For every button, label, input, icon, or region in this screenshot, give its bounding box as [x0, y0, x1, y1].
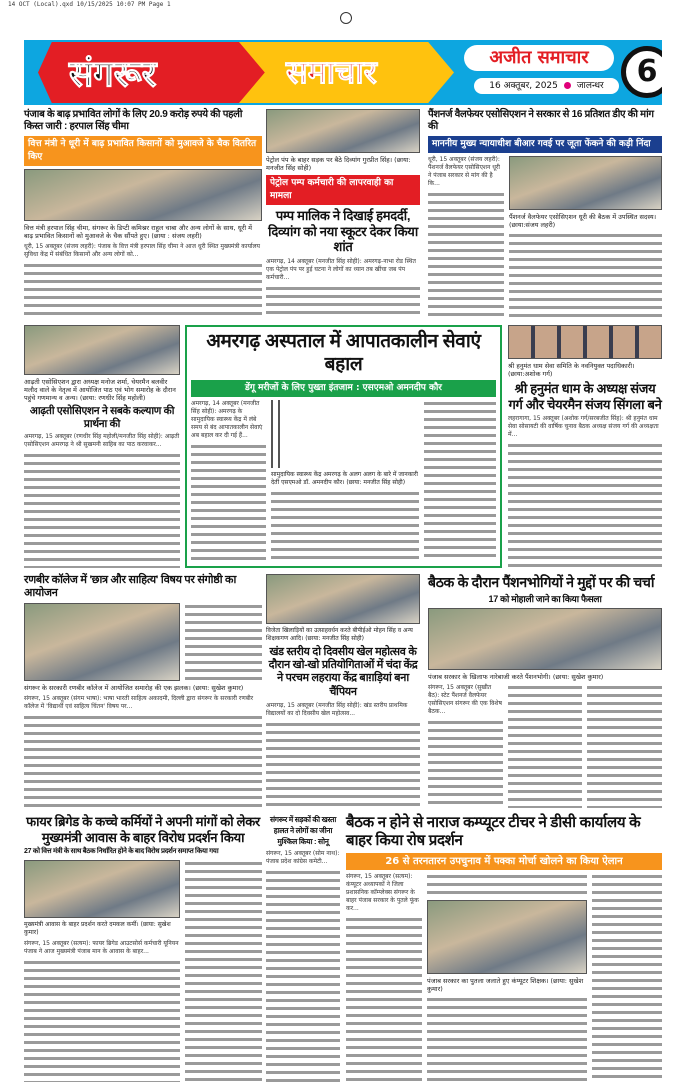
article-a2: [266, 109, 420, 319]
article-column: [185, 860, 262, 1082]
article-lead: संगरूर, 15 अक्तूबर (सत्यम): कंप्यूटर अध्यापकों ने जिला प्रशासनिक कॉम्प्लेक्स संगरूर के बाहर पंजाब सरकार के पुतले फूंक कर...: [346, 873, 419, 912]
edition-date: 16 अक्तूबर, 2025: [489, 81, 558, 91]
article-columns: [191, 400, 496, 562]
article-headline: बैठक न होने से नाराज कम्प्यूटर टीचर ने डीसी कार्यालय के बाहर किया रोष प्रदर्शन: [346, 814, 641, 849]
article-strap: पेट्रोल पम्प कर्मचारी की लापरवाही का मामला: [266, 175, 420, 205]
article-strap: माननीय मुख्य न्यायाधीश बीआर गवई पर जूता फेंकने की कड़ी निंदा: [428, 136, 662, 153]
doctor-portrait-photo: [271, 400, 273, 468]
article-body: [428, 191, 504, 319]
photo-caption: श्री हनुमंत धाम सेवा समिति के नवनियुक्त पदाधिकारी। (छाया:अशोक गर्ग): [508, 362, 635, 378]
article-lead: संगरूर, 15 अक्तूबर (सत्यम): फायर ब्रिगेड आउटसोर्स कर्मचारी यूनियन पंजाब ने आज मुख्यमंत्री पंजाब मान के आवास के बाहर...: [24, 939, 179, 955]
office-bearers-portraits: [508, 325, 662, 359]
dot-icon: [564, 82, 571, 89]
article-strap: वित्त मंत्री ने धूरी में बाढ़ प्रभावित किसानों को मुआवजे के चैक वितरित किए: [24, 136, 262, 166]
registration-mark-icon: [340, 12, 352, 24]
article-a8: [266, 574, 420, 808]
hospital-building-photo: [278, 400, 280, 468]
print-slug: 14 OCT (Local).qxd 10/15/2025 10:07 PM Page 1: [8, 1, 171, 8]
article-body: [24, 262, 262, 319]
photo-caption: विजेता खिलाड़ियों का उत्साहवर्धन करते बीपीईओ मोहन सिंह व अन्य शिक्षकगण आदि। (छाया: मनजीत सिंह सोही): [266, 627, 413, 642]
article-headline: संगरूर में सड़कों की खस्ता हालत ने लोगों का जीना मुश्किल किया : सोनू: [270, 815, 336, 846]
article-a1: [24, 109, 262, 319]
article-photo: [24, 603, 180, 681]
masthead: [24, 40, 662, 105]
article-headline: श्री हनुमंत धाम के अध्यक्ष संजय गर्ग और चेयरमैन संजय सिंगला बने: [508, 381, 662, 412]
photo-caption: संगरूर के सरकारी रणबीर कॉलेज में आयोजित समारोह की एक झलक। (छाया: सुखेश कुमार): [24, 684, 244, 693]
photo-caption: पेट्रोल पंप के बाहर सड़क पर बैठे दिव्यांग गुरप्रीत सिंह। (छाया: मनजीत सिंह सोही): [266, 156, 411, 172]
article-column: [587, 684, 662, 808]
photo-caption: वित्त मंत्री हरपाल सिंह चीमा, संगरूर के डिप्टी कमिश्नर राहुल चाबा और अन्य लोगों के साथ, धूरी में बाढ़ प्रभावित किसानों को मुआवजे के चैक सौंपते हुए। (छाया : संजय लहरी): [24, 224, 252, 240]
article-body: [266, 285, 420, 319]
article-a6: [508, 325, 662, 568]
article-photo: [24, 325, 180, 375]
article-headline: फायर ब्रिगेड के कच्चे कर्मियों ने अपनी मांगों को लेकर मुख्यमंत्री आवास के बाहर विरोध प्रदर्शन किया: [26, 814, 260, 845]
article-body: [24, 452, 180, 568]
article-column: [424, 400, 496, 562]
article-body: [191, 443, 266, 562]
article-photo: [428, 608, 662, 670]
article-body: [592, 873, 662, 1082]
article-column: [592, 873, 662, 1082]
article-lead: लहरागागा, 15 अक्तूबर (अशोक गर्ग/सरबजीत सिंह): श्री हनुमंत धाम सेवा सोसायटी की वार्षिक चुनाव बैठक अध्यक्ष संजय गर्ग की अध्यक्षता में...: [508, 415, 659, 439]
article-strap: डेंगू मरीजों के लिए पुख्ता इंतजाम : एसएमओ अमनदीप कौर: [191, 380, 496, 397]
edition-city: जालन्धर: [576, 81, 604, 91]
article-lead: संगरूर, 15 अक्तूबर (संगम भाषा): भाषा भारती साहित्य अकादमी, दिल्ली द्वारा संगरूर के सरकारी रणबीर कॉलेज में 'विद्यार्थी एवं साहित्य चिंतन' विषय पर...: [24, 695, 254, 711]
article-photo: [24, 169, 262, 221]
photo-caption: पैंशनर्ज वैलफेयर एसोसिएशन धूरी की बैठक में उपस्थित सदस्य। (छाया:संजय लहरी): [509, 213, 657, 229]
article-body: [508, 442, 662, 568]
article-a11: [266, 814, 340, 1082]
article-body: [266, 869, 340, 1082]
article-subhead: 27 को वित्त मंत्री के साथ बैठक निर्धारित होने के बाद विरोध प्रदर्शन समाप्त किया गया: [24, 848, 219, 856]
article-body: [427, 996, 587, 1082]
article-body: [509, 232, 662, 319]
article-headline: पम्प मालिक ने दिखाई हमदर्दी, दिव्यांग को नया स्कूटर देकर किया शांत: [268, 208, 418, 255]
article-body: [266, 721, 420, 808]
photo-caption: मुख्यमंत्री आवास के बाहर प्रदर्शन करते दमकल कर्मी। (छाया: सुखेश कुमार): [24, 920, 171, 936]
article-headline: बैठक के दौरान पैंशनभोगियों ने मुद्दों पर की चर्चा: [428, 574, 655, 590]
photo-caption: सामुदायिक स्वास्थ्य केंद्र अमरगढ़ के अलग अलग के बारे में जानकारी देतीं एसएमओ डॉ. अमनदीप कौर। (छाया: मनजीत सिंह सोही): [271, 470, 418, 486]
article-lead: अमरगढ़, 14 अक्तूबर (मनजीत सिंह सोही): अमरगढ़-नाभा रोड स्थित एक पेट्रोल पंप पर हुई घटना ने लोगों का ध्यान तब खींचा जब पंप कर्मचारी...: [266, 257, 416, 281]
article-column: [428, 684, 503, 808]
article-column: [24, 860, 180, 1082]
featured-article-box: [185, 325, 502, 568]
article-body: [24, 714, 262, 808]
article-lead: संगरूर, 15 अक्तूबर (सुखीत बैठ): स्टेट पैंशनर्ज वैलफेयर एसोसिएशन संगरूर की एक विशेष बैठक...: [428, 683, 502, 715]
photo-caption: पंजाब सरकार के खिलाफ नारेबाजी करते पैंशनभोगी। (छाया: सुखेश कुमार): [428, 672, 604, 681]
article-columns: [24, 860, 262, 1082]
article-a12: [346, 814, 662, 1082]
article-a9: [428, 574, 662, 808]
article-a10: [24, 814, 262, 1082]
article-photo: [266, 574, 420, 624]
article-body: [185, 603, 262, 681]
article-column: [191, 400, 266, 562]
article-column: [271, 400, 419, 562]
article-lead: अमरगढ़, 15 अक्तूबर (मनजीत सिंह सोही): खंड स्तरीय प्राथमिक विद्यालयों का दो दिवसीय खेल महोत्सव...: [266, 701, 408, 717]
article-headline: खंड स्तरीय दो दिवसीय खेल महोत्सव के दौरान खो-खो प्रतियोगिताओं में चंदा केंद्र ने परचम लहराया केंद्र बाग़ड़ियां बना चैंपियन: [268, 646, 418, 698]
article-headline: पंजाब के बाढ़ प्रभावित लोगों के लिए 20.9 करोड़ रुपये की पहली किस्त जारी : हरपाल सिंह चीमा: [24, 109, 243, 132]
article-lead: धूरी, 15 अक्तूबर (संजय लहरी): पैंशनर्ज वैलफेयर एसोसिएशन धूरी ने पंजाब सरकार से मांग की है कि...: [428, 156, 500, 187]
section-title-sangrur: संगरूर: [69, 53, 157, 95]
article-lead: धूरी, 15 अक्तूबर (संजय लहरी): पंजाब के वित्त मंत्री हरपाल सिंह चीमा ने आज धूरी स्थित मुख्यमंत्री कार्यालय सुविधा केंद्र में संबंधित किसानों और अन्य लोगों को...: [24, 243, 261, 258]
article-body: [508, 684, 583, 808]
article-photo: [427, 900, 587, 974]
section-title-samachar: समाचार: [286, 53, 377, 91]
article-a3: [428, 109, 662, 319]
article-columns: [428, 156, 662, 319]
article-lead: अमरगढ़, 15 अक्तूबर (रणधीर सिंह महोली/मनजीत सिंह सोही): आढ़ती एसोसिएशन अमरगढ़ ने श्री सुखमनी साहिब का पाठ करवाकर...: [24, 433, 180, 449]
article-body: [424, 400, 496, 562]
article-lead: संगरूर, 15 अक्तूबर (सोम नाथ): पंजाब प्रदेश कांग्रेस कमेटी...: [266, 850, 340, 865]
article-body: [428, 719, 503, 808]
edition-info: [474, 78, 619, 94]
article-subhead: 17 को मोहाली जाने का किया फैसला: [488, 593, 602, 604]
article-column: [428, 156, 504, 319]
photo-caption: आढ़ती एसोसिएशन द्वारा अध्यक्ष मनोज शर्मा, चेयरमैन बलवीर मलौद वाले के नेतृत्व में आयोजित पाठ एवं भोग समारोह के दौरान पहुंचे गणमान्य व अन्य। (छाया: रणधीर सिंह महोली): [24, 378, 176, 402]
photo-pair: [271, 400, 419, 468]
article-columns: [346, 873, 662, 1082]
article-body: [427, 873, 587, 897]
article-headline: पैंशनर्ज वैलफेयर एसोसिएशन ने सरकार से 16 प्रतिशत डीए की मांग की: [428, 109, 654, 132]
photo-row: [24, 603, 262, 681]
article-body: [24, 959, 180, 1082]
article-column: [508, 684, 583, 808]
paper-name: अजीत समाचार: [464, 45, 614, 71]
article-headline: आढ़ती एसोसिएशन ने सबके कल्याण की प्रार्थना की: [29, 405, 175, 430]
article-columns: [428, 684, 662, 808]
article-body: [346, 916, 422, 1082]
article-strap: 26 से तरनतारन उपचुनाव में पक्का मोर्चा खोलने का किया ऐलान: [346, 853, 662, 870]
article-a7: [24, 574, 262, 808]
page-number: 6: [621, 46, 662, 98]
article-body: [587, 684, 662, 808]
article-photo: [266, 109, 420, 153]
article-a4: [24, 325, 180, 568]
article-column: [346, 873, 422, 1082]
article-photo: [509, 156, 662, 210]
article-photo: [24, 860, 180, 918]
photo-caption: पंजाब सरकार का पुतला जलाते हुए कंप्यूटर शिक्षक। (छाया: सुखेश कुमार): [427, 977, 584, 993]
article-headline: अमरगढ़ अस्पताल में आपातकालीन सेवाएं बहाल: [206, 331, 481, 375]
article-column: [509, 156, 662, 319]
article-body: [185, 860, 262, 1082]
article-column: [427, 873, 587, 1082]
article-body: [271, 490, 419, 562]
article-headline: रणबीर कॉलेज में 'छात्र और साहित्य' विषय पर संगोष्ठी का आयोजन: [24, 574, 236, 600]
article-lead: अमरगढ़, 14 अक्तूबर (मनजीत सिंह सोही): अमरगढ़ के सामुदायिक स्वास्थ्य केंद्र में लंबे समय से बंद आपातकालीन सेवाएं अब बहाल कर दी गई हैं...: [191, 399, 263, 439]
